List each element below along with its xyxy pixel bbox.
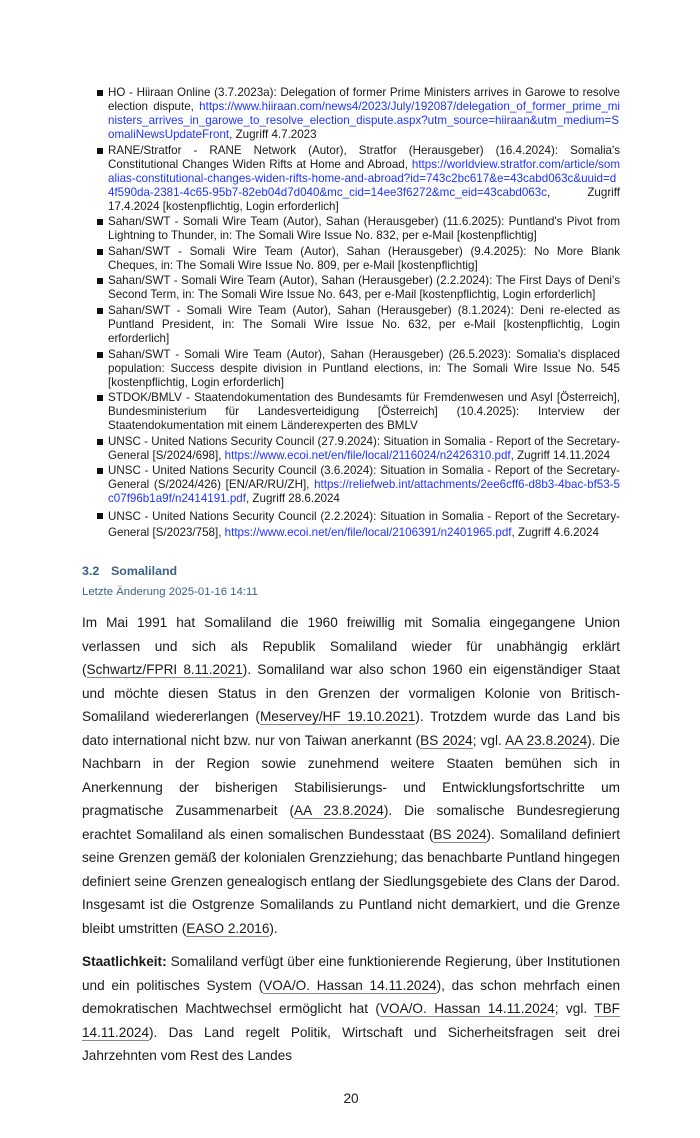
square-bullet-icon: [97, 219, 103, 225]
citation-link[interactable]: BS 2024: [420, 732, 473, 748]
reference-item: [96, 304, 620, 346]
reference-link[interactable]: https://worldview.stratfor.com/article/somalias-constitutional-changes-widen-rifts-home-and-abroad?id=743c2bc617&e=43cabd063c&uuid=d4f590da-2381-4c65-95b7-82eb04d7d040&mc_cid=14ee3f6272&mc_eid=43cabd063c: [108, 157, 620, 199]
text-segment: ). Das Land regelt Politik, Wirtschaft und Sicherheitsfragen seit drei Jahrzehnten vom Rest des Landes: [82, 1024, 620, 1064]
reference-item: [96, 464, 620, 506]
text-segment: UNSC - United Nations Security Council (2.2.2024): Situation in Somalia - Report of the Secretary-General [S/2023/758],: [108, 510, 620, 540]
citation-link[interactable]: AA 23.8.2024: [294, 803, 384, 819]
reference-item: [96, 245, 620, 273]
text-segment: Sahan/SWT - Somali Wire Team (Autor), Sahan (Herausgeber) (26.5.2023): Somalia's displaced population: Success despite division in Puntland elections, in: The Somali Wire Issue No. 545 [kostenpflichtig, Login erforderlich]: [108, 347, 620, 389]
square-bullet-icon: [97, 468, 103, 474]
section-number: 3.2: [82, 564, 100, 579]
reference-link[interactable]: https://reliefweb.int/attachments/2ee6cff6-d8b3-4bac-bf53-5c07f96b1a9f/n2414191.pdf: [108, 478, 620, 506]
text-segment: , Zugriff 14.11.2024: [510, 448, 611, 462]
text-segment: ).: [269, 920, 278, 936]
text-segment: HO - Hiiraan Online (3.7.2023a): Delegation of former Prime Ministers arrives in Garowe to resolve election dispute,: [108, 86, 620, 113]
citation-link[interactable]: Meservey/HF 19.10.2021: [259, 709, 416, 725]
page-number: 20: [343, 1090, 359, 1106]
citation-link[interactable]: EASO 2.2016: [186, 920, 270, 936]
citation-link[interactable]: Schwartz/FPRI 8.11.2021: [86, 662, 243, 678]
square-bullet-icon: [97, 308, 103, 314]
square-bullet-icon: [97, 90, 103, 96]
text-segment: , Zugriff 4.7.2023: [229, 128, 317, 141]
reference-item: [96, 509, 620, 541]
square-bullet-icon: [97, 278, 103, 284]
text-segment: UNSC - United Nations Security Council (3.6.2024): Situation in Somalia - Report of the Secretary-General (S/2024/426) [EN/AR/RU/ZH],: [108, 464, 620, 492]
paragraph-label: Staatlichkeit:: [82, 954, 167, 970]
text-segment: Sahan/SWT - Somali Wire Team (Autor), Sahan (Herausgeber) (8.1.2024): Deni re-elected as Puntland President, in: The Somali Wire Issue No. 632, per e-Mail [kostenpflichtig, Login erforderlich]: [108, 303, 620, 345]
section-somaliland: [82, 563, 620, 1068]
text-segment: Sahan/SWT - Somali Wire Team (Autor), Sahan (Herausgeber) (2.2.2024): The First Days of Deni's Second Term, in: The Somali Wire Issue No. 643, per e-Mail [kostenpflichtig, Login erforderlich]: [108, 274, 620, 302]
text-segment: ), das schon mehrfach einen demokratischen Machtwechsel ermöglicht hat (: [82, 977, 621, 1017]
reference-item: [96, 215, 620, 243]
square-bullet-icon: [97, 352, 103, 358]
reference-link[interactable]: https://www.hiiraan.com/news4/2023/July/192087/delegation_of_former_prime_ministers_arrives_in_garowe_to_resolve_election_dispute.aspx?utm_source=hiiraan&utm_medium=SomaliNewsUpdateFront: [108, 100, 620, 141]
text-segment: , Zugriff 28.6.2024: [245, 492, 340, 506]
last-changed-date: Letzte Änderung 2025-01-16 14:11: [82, 586, 258, 599]
citation-link[interactable]: BS 2024: [433, 826, 487, 842]
text-segment: ). Trotzdem wurde das Land bis dato international nicht bzw. nur von Taiwan anerkannt (: [82, 709, 620, 748]
text-segment: ; vgl.: [472, 732, 506, 748]
text-segment: Somaliland verfügt über eine funktionierende Regierung, über Institutionen und ein politisches System (: [82, 954, 620, 993]
text-segment: RANE/Stratfor - RANE Network (Autor), Stratfor (Herausgeber) (16.4.2024): Somalia's Constitutional Changes Widen Rifts at Home and Abroad,: [108, 143, 620, 171]
text-segment: ). Die somalische Bundesregierung erachtet Somaliland als einen somalischen Bundesstaat (: [82, 803, 620, 842]
square-bullet-icon: [97, 249, 103, 255]
paragraph: [82, 611, 620, 940]
square-bullet-icon: [97, 148, 103, 154]
reference-item: [96, 348, 620, 390]
citation-link[interactable]: VOA/O. Hassan 14.11.2024: [379, 1001, 555, 1017]
section-title: Somaliland: [111, 564, 178, 579]
reference-item: [96, 86, 620, 142]
reference-link[interactable]: https://www.ecoi.net/en/file/local/2116024/n2426310.pdf: [224, 448, 511, 462]
text-segment: UNSC - United Nations Security Council (27.9.2024): Situation in Somalia - Report of the Secretary-General [S/2024/698],: [108, 434, 620, 462]
square-bullet-icon: [97, 439, 103, 445]
text-segment: ). Somaliland war also schon 1960 ein eigenständiger Staat und möchte diesen Status in den Grenzen der vormaligen Kolonie von Britisch-Somaliland wiedererlangen (: [82, 662, 620, 725]
citation-link[interactable]: AA 23.8.2024: [505, 732, 588, 748]
reference-item: [96, 274, 620, 302]
text-segment: , Zugriff 17.4.2024 [kostenpflichtig, Login erforderlich]: [108, 185, 620, 213]
citation-link[interactable]: VOA/O. Hassan 14.11.2024: [263, 977, 437, 993]
reference-item: [96, 435, 620, 463]
text-segment: ). Somaliland definiert seine Grenzen gemäß der kolonialen Grenzziehung; das benachbarte Puntland hingegen definiert seine Grenzen genealogisch entlang der Siedlungsgebiete des Clans der Darod. Insgesamt ist die Ostgrenze Somalilands zu Puntland nicht demarkiert, und die Grenze bleibt umstritten (: [82, 826, 620, 936]
reference-item: [96, 144, 620, 214]
text-segment: , Zugriff 4.6.2024: [511, 526, 599, 540]
paragraph: [82, 950, 620, 1068]
text-segment: ; vgl.: [554, 1001, 595, 1017]
section-heading: [82, 563, 620, 579]
square-bullet-icon: [97, 395, 103, 401]
text-segment: Sahan/SWT - Somali Wire Team (Autor), Sahan (Herausgeber) (11.6.2025): Puntland's Pivot from Lightning to Thunder, in: The Somali Wire Issue No. 832, per e-Mail [kostenpflichtig]: [108, 215, 620, 243]
reference-item: [96, 391, 620, 433]
text-segment: ). Die Nachbarn in der Region sowie zunehmend weitere Staaten bemühen sich in Anerkennung der bisherigen Stabilisierungs- und Entwicklungsfortschritte um pragmatische Zusammenarbeit (: [82, 732, 620, 819]
reference-list: [96, 86, 620, 541]
section-body: [82, 611, 620, 1068]
text-segment: Sahan/SWT - Somali Wire Team (Autor), Sahan (Herausgeber) (9.4.2025): No More Blank Cheques, in: The Somali Wire Issue No. 809, per e-Mail [kostenpflichtig]: [108, 244, 620, 272]
citation-link[interactable]: TBF 14.11.2024: [82, 1001, 620, 1040]
text-segment: Im Mai 1991 hat Somaliland die 1960 freiwillig mit Somalia eingegangene Union verlassen und sich als Republik Somaliland wieder für unabhängig erklärt (: [82, 615, 620, 678]
text-segment: STDOK/BMLV - Staatendokumentation des Bundesamts für Fremdenwesen und Asyl [Österreich], Bundesministerium für Landesverteidigung [Österreich] (10.4.2025): Interview der Staatendokumentation mit einem Länderexperten des BMLV: [108, 391, 620, 433]
reference-link[interactable]: https://www.ecoi.net/en/file/local/2106391/n2401965.pdf: [224, 526, 512, 540]
square-bullet-icon: [97, 513, 103, 519]
